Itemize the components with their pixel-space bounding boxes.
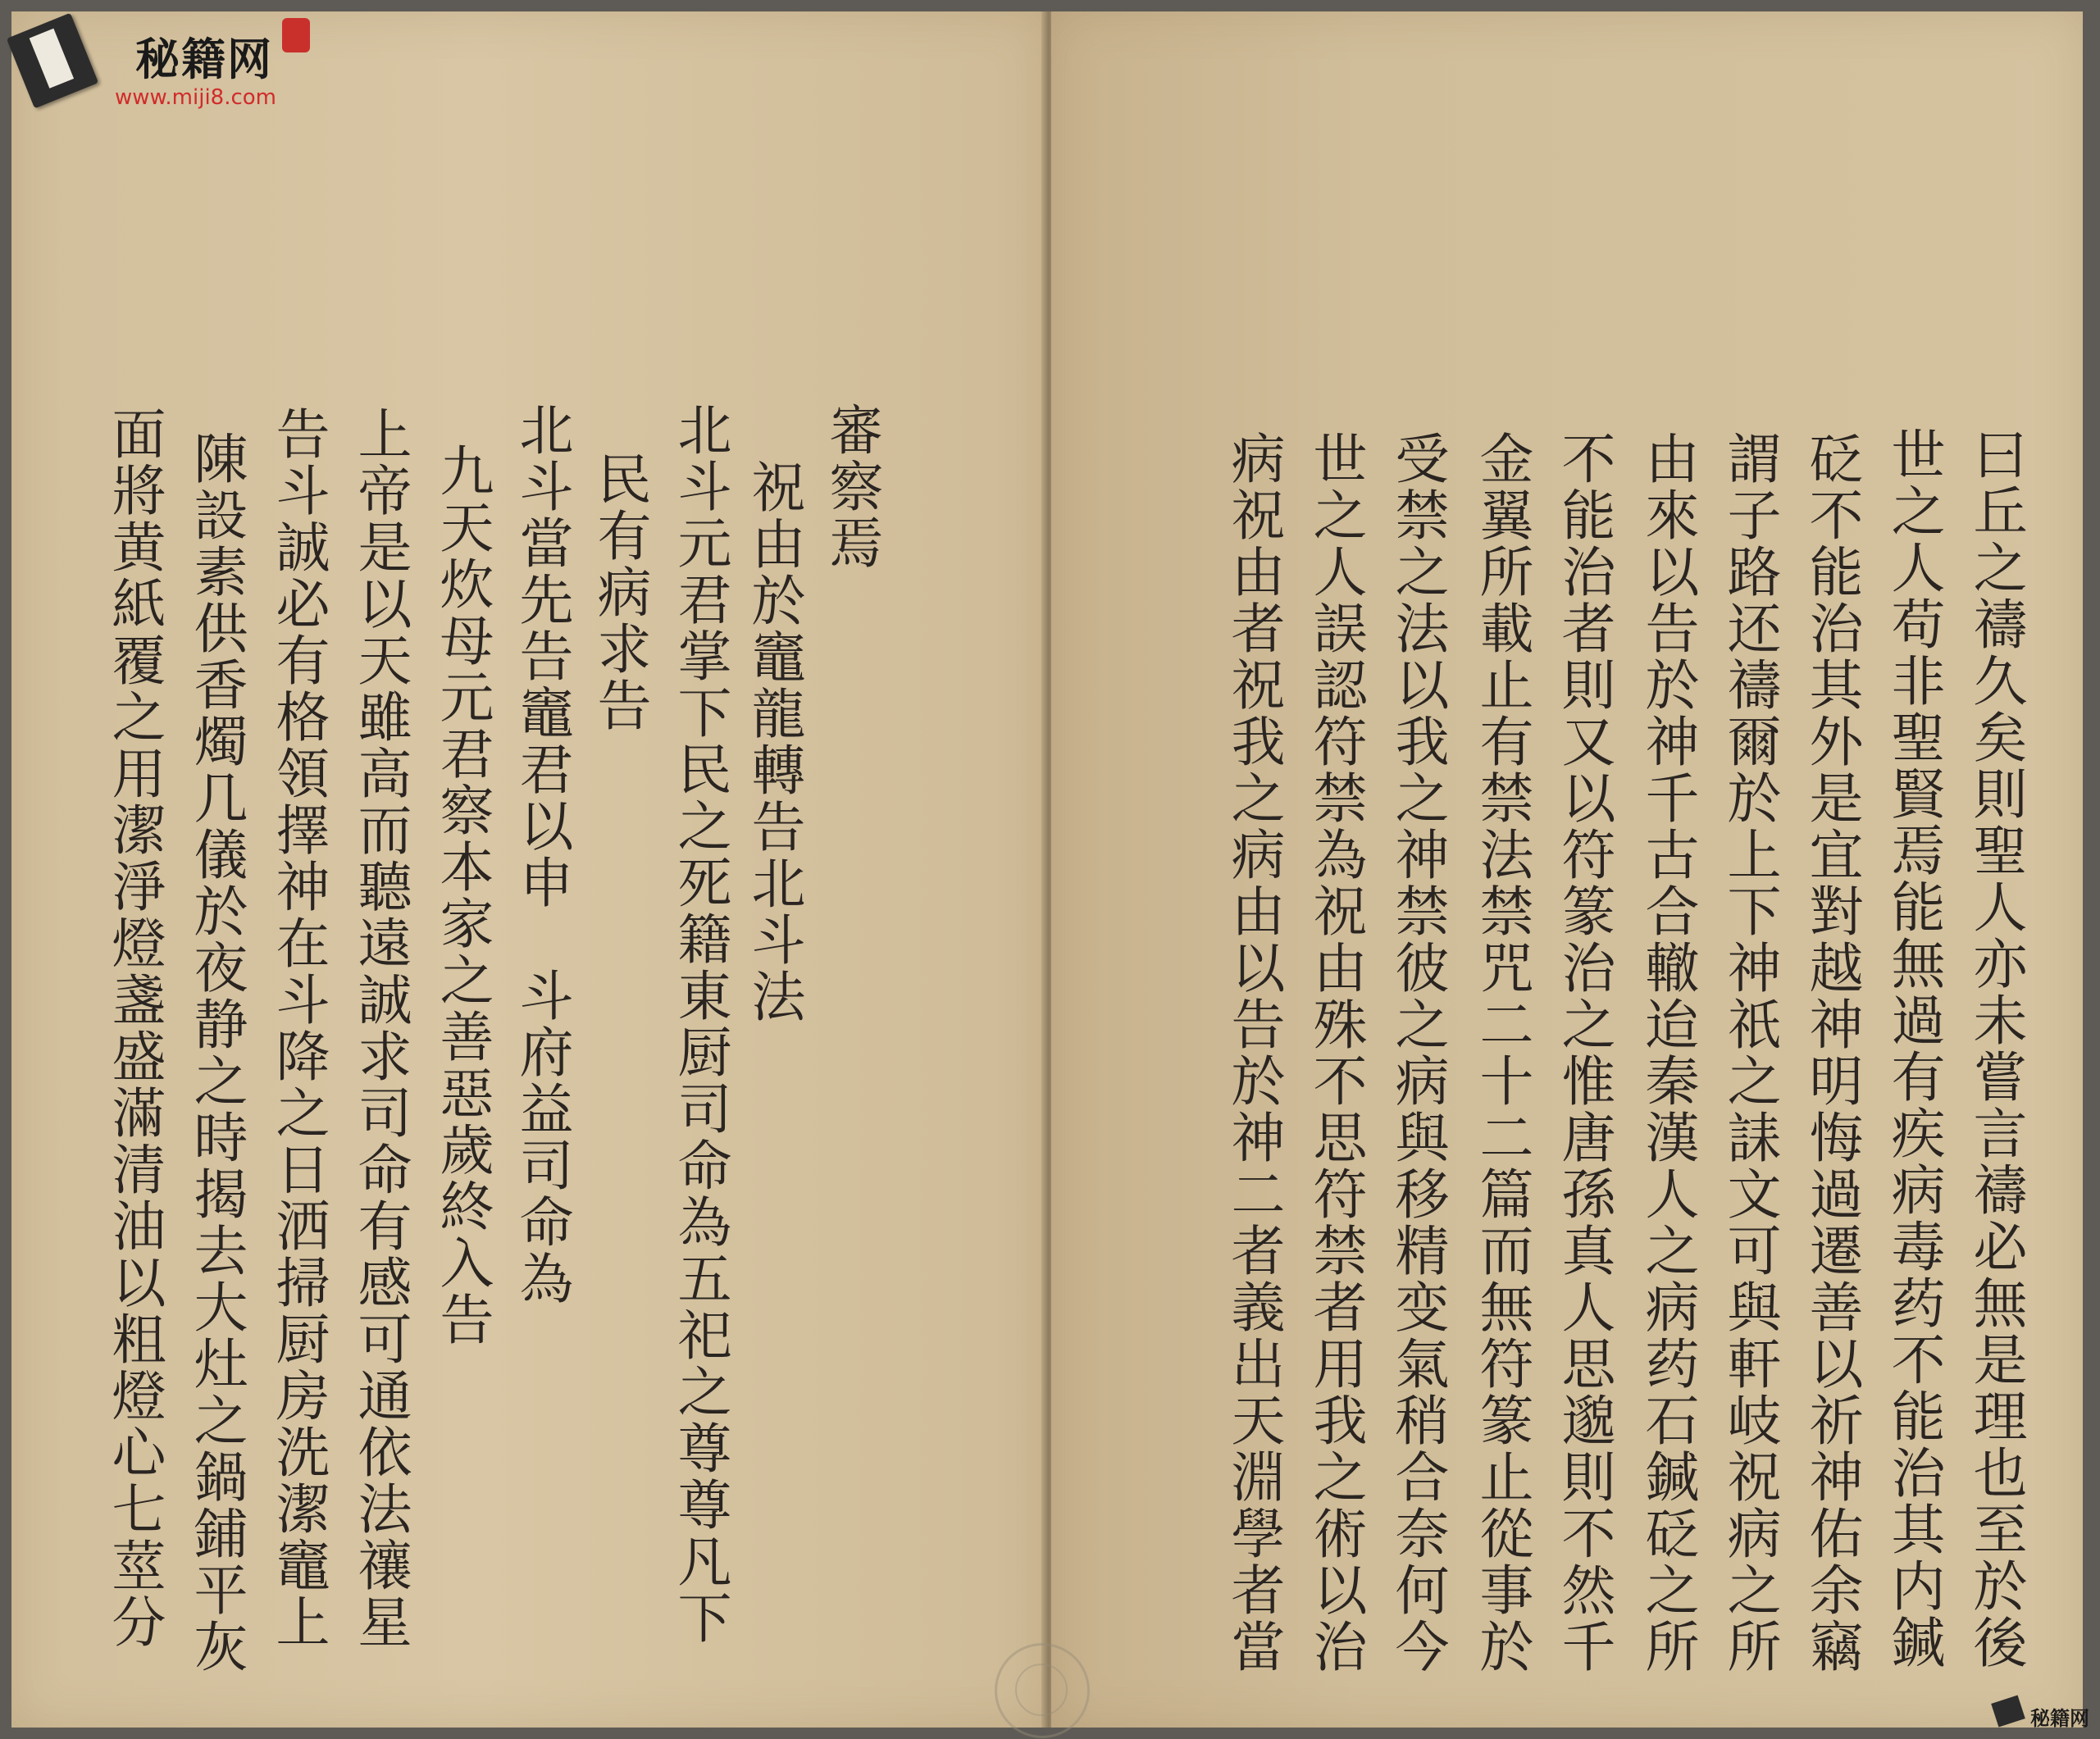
text-column: 面將黄紙覆之用潔淨燈盞盛滿清油以粗燈心七莖分 bbox=[102, 406, 166, 1650]
text-column: 北斗元君掌下民之死籍東厨司命為五祀之尊尊凡下 bbox=[668, 402, 731, 1646]
text-column: 上帝是以天雖高而聽遠誠求司命有感可通依法禳星 bbox=[348, 406, 412, 1650]
watermark-url: www.miji8.com bbox=[115, 85, 277, 110]
text-column-heading: 祝由於竈龍轉告北斗法 bbox=[742, 459, 805, 1025]
seal-icon bbox=[282, 18, 310, 52]
text-column: 謂子路还禱爾於上下神祇之誄文可與軒岐祝病之所 bbox=[1718, 430, 1781, 1675]
text-column: 世之人苟非聖賢焉能無過有疾病毒药不能治其内鍼 bbox=[1882, 426, 1945, 1671]
text-column: 受禁之法以我之神禁彼之病與移精变氣稍合奈何今 bbox=[1386, 430, 1449, 1675]
library-stamp bbox=[995, 1643, 1090, 1738]
text-column: 金翼所載止有禁法禁咒二十二篇而無符篆止從事於 bbox=[1470, 430, 1533, 1675]
text-column: 告斗誠必有格領擇神在斗降之日洒掃厨房洗潔竈上 bbox=[266, 406, 330, 1650]
text-column: 九天炊母元君察本家之善惡歲終入告 bbox=[430, 443, 494, 1348]
corner-watermark-text: 秘籍网 bbox=[2030, 1707, 2089, 1730]
watermark-logo-text: 秘籍网 bbox=[135, 34, 273, 85]
text-column: 由來以告於神千古合轍迨秦漢人之病药石鍼砭之所 bbox=[1636, 430, 1699, 1675]
text-column: 砭不能治其外是宜對越神明悔過遷善以祈神佑余竊 bbox=[1800, 430, 1863, 1675]
text-column: 世之人誤認符禁為祝由殊不思符禁者用我之術以治 bbox=[1304, 430, 1367, 1675]
text-column: 陳設素供香燭几儀於夜静之時揭去大灶之鍋鋪平灰 bbox=[184, 430, 248, 1675]
text-column: 北斗當先告竈君以申 斗府益司命為 bbox=[510, 402, 573, 1307]
text-column: 曰丘之禱久矣則聖人亦未嘗言禱必無是理也至於後 bbox=[1964, 426, 2027, 1671]
text-column: 病祝由者祝我之病由以告於神二者義出天淵學者當 bbox=[1222, 430, 1285, 1675]
text-column: 審察焉 bbox=[820, 402, 883, 571]
text-column: 民有病求告 bbox=[588, 451, 651, 734]
text-column: 不能治者則又以符篆治之惟唐孫真人思邈則不然千 bbox=[1552, 430, 1615, 1675]
